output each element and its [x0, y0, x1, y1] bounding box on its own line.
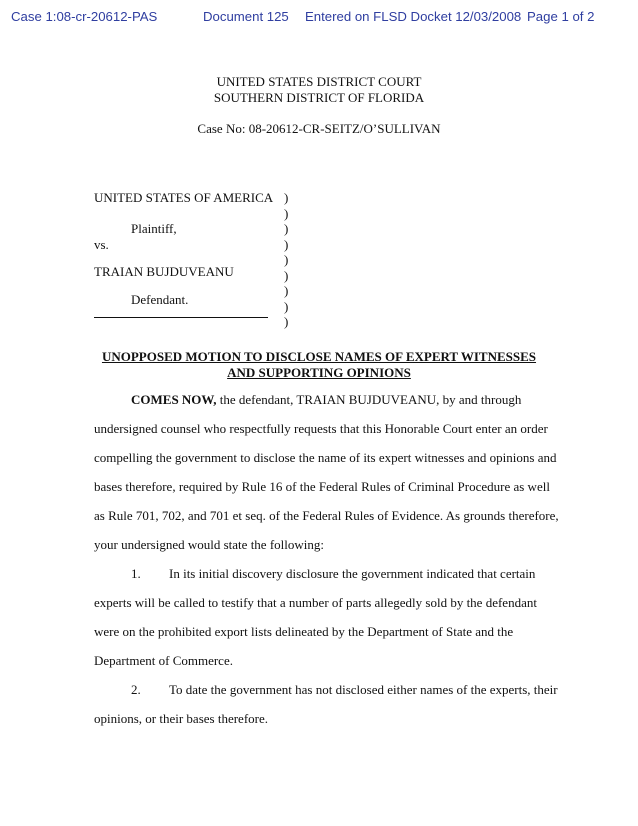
- paragraph-number: 1.: [131, 566, 141, 581]
- case-number: Case No: 08-20612-CR-SEITZ/O’SULLIVAN: [197, 121, 441, 136]
- body-text: In its initial discovery disclosure the government indicated that certain: [169, 566, 536, 581]
- paren: ): [284, 205, 289, 221]
- caption-parentheses: [284, 190, 294, 330]
- defendant-role: Defendant.: [131, 292, 189, 307]
- plaintiff-role: Plaintiff,: [131, 221, 177, 236]
- paren: ): [284, 314, 289, 329]
- paren: ): [284, 236, 289, 252]
- body-line: were on the prohibited export lists delineated by the Department of State and the: [94, 624, 514, 639]
- plaintiff-name: UNITED STATES OF AMERICA: [94, 190, 274, 205]
- body-line: Department of Commerce.: [94, 653, 233, 668]
- body-line: as Rule 701, 702, and 701 et seq. of the Federal Rules of Evidence. As grounds therefore,: [94, 508, 559, 523]
- body-text: To date the government has not disclosed either names of the experts, their: [169, 682, 558, 697]
- paragraph-2: [94, 682, 558, 698]
- body-line: compelling the government to disclose the name of its expert witnesses and opinions and: [94, 450, 557, 465]
- body-line: your undersigned would state the following:: [94, 537, 324, 552]
- paren: ): [284, 298, 289, 314]
- paren: ): [284, 252, 289, 267]
- paren: ): [284, 221, 289, 236]
- body-line: opinions, or their bases therefore.: [94, 711, 269, 726]
- docket-header: [0, 9, 638, 29]
- motion-title: [0, 349, 638, 380]
- court-line-2: SOUTHERN DISTRICT OF FLORIDA: [213, 89, 425, 105]
- comes-now: COMES NOW,: [131, 392, 217, 407]
- body-text: the defendant, TRAIAN BUJDUVEANU, by and through: [216, 392, 522, 407]
- body-line: [94, 392, 548, 408]
- defendant-name: TRAIAN BUJDUVEANU: [94, 264, 234, 279]
- header-case: Case 1:08-cr-20612-PAS: [11, 9, 158, 24]
- versus: vs.: [94, 237, 109, 252]
- body-line: undersigned counsel who respectfully requests that this Honorable Court enter an order: [94, 421, 548, 436]
- body-line: bases therefore, required by Rule 16 of the Federal Rules of Criminal Procedure as well: [94, 479, 550, 494]
- caption-rule: [94, 317, 268, 318]
- header-document: Document 125: [203, 9, 289, 24]
- motion-title-line-1: UNOPPOSED MOTION TO DISCLOSE NAMES OF EXPERT WITNESSES: [101, 349, 537, 364]
- paren: ): [284, 190, 289, 205]
- paren: ): [284, 283, 289, 298]
- header-page: Page 1 of 2: [527, 9, 595, 24]
- court-heading: [0, 74, 638, 105]
- paren: ): [284, 267, 289, 283]
- header-entered: Entered on FLSD Docket 12/03/2008: [305, 9, 522, 24]
- body-line: experts will be called to testify that a number of parts allegedly sold by the defendant: [94, 595, 537, 610]
- paragraph-number: 2.: [131, 682, 141, 697]
- motion-title-line-2: AND SUPPORTING OPINIONS: [227, 364, 411, 380]
- court-line-1: UNITED STATES DISTRICT COURT: [216, 74, 422, 89]
- paragraph-1: [94, 566, 548, 582]
